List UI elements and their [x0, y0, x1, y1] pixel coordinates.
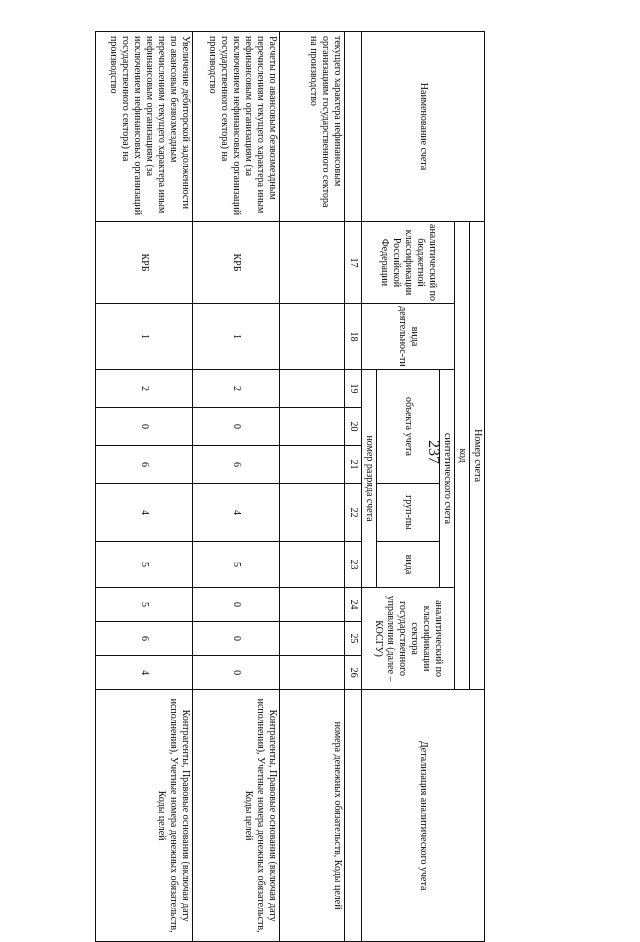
- row-account-name: Увеличение дебиторской задолженности по авансовым безвозмездным перечислениям текущего характера иным нефинансовым организациям (за исключением нефинансовых организаций государственного сектора) на производство: [96, 32, 193, 222]
- row-cell: 5: [96, 588, 193, 622]
- column-number: 25: [345, 622, 362, 656]
- row-cell: 1: [193, 304, 280, 370]
- column-number: 17: [345, 222, 362, 304]
- page-number: 237: [425, 440, 442, 464]
- header-digit-number: номер разряда счета: [362, 370, 377, 588]
- column-number: 22: [345, 484, 362, 542]
- column-number: 18: [345, 304, 362, 370]
- header-budget-classification: аналитический по бюджетной классификации Российской Федерации: [362, 222, 455, 304]
- accounts-table: [95, 31, 485, 942]
- column-number: 24: [345, 588, 362, 622]
- row-cell: 5: [193, 542, 280, 588]
- header-account-object: объекта учета: [377, 370, 440, 484]
- row-cell: 4: [96, 656, 193, 690]
- row-cell: 1: [96, 304, 193, 370]
- header-synthetic-account: синтетического счета: [440, 370, 455, 588]
- row-cell: 0: [193, 622, 280, 656]
- row-cell: 5: [96, 542, 193, 588]
- row-cell: [280, 446, 345, 484]
- row-cell: 6: [96, 622, 193, 656]
- row-cell: [280, 222, 345, 304]
- row-cell: [280, 370, 345, 408]
- header-activity-type: вида деятельнос-ти: [362, 304, 455, 370]
- header-analytics-detail: Детализация аналитического учета: [362, 690, 485, 942]
- header-kind: вида: [377, 542, 440, 588]
- row-cell: 0: [193, 656, 280, 690]
- rotated-table-wrapper: [93, 31, 485, 933]
- row-cell: [280, 542, 345, 588]
- table-row: [96, 32, 193, 942]
- header-account-name: Наименование счета: [362, 32, 485, 222]
- row-cell: 0: [193, 588, 280, 622]
- column-number: 20: [345, 408, 362, 446]
- row-cell: КРБ: [193, 222, 280, 304]
- row-cell: [280, 656, 345, 690]
- column-number: 21: [345, 446, 362, 484]
- header-kosgu: аналитический по классификации сектора государственного управления (далее – КОСГУ): [362, 588, 455, 690]
- row-cell: [280, 408, 345, 446]
- header-code: код: [455, 222, 470, 690]
- row-cell: [280, 588, 345, 622]
- row-cell: 6: [96, 446, 193, 484]
- table-row: [193, 32, 280, 942]
- header-groups: груп-пы: [377, 484, 440, 542]
- row-cell: 2: [193, 370, 280, 408]
- row-cell: [280, 304, 345, 370]
- row-cell: КРБ: [96, 222, 193, 304]
- row-analytics-detail: номера денежных обязательств, Коды целей: [280, 690, 345, 942]
- column-number: 26: [345, 656, 362, 690]
- row-cell: 6: [193, 446, 280, 484]
- row-cell: 0: [193, 408, 280, 446]
- column-number: 19: [345, 370, 362, 408]
- row-cell: [280, 622, 345, 656]
- column-number-blank: [345, 32, 362, 222]
- column-number: 23: [345, 542, 362, 588]
- column-number-blank: [345, 690, 362, 942]
- row-cell: [280, 484, 345, 542]
- row-account-name: текущего характера нефинансовым организациям государственного сектора на производство: [280, 32, 345, 222]
- row-analytics-detail: Контрагенты, Правовые основания (включая дату исполнения), Учетные номера денежных обязательств, Коды целей: [96, 690, 193, 942]
- row-analytics-detail: Контрагенты, Правовые основания (включая дату исполнения), Учетные номера денежных обязательств, Коды целей: [193, 690, 280, 942]
- row-cell: 2: [96, 370, 193, 408]
- row-cell: 4: [193, 484, 280, 542]
- header-account-number: Номер счета: [470, 222, 485, 690]
- row-account-name: Расчеты по авансовым безвозмездным перечислениям текущего характера иным нефинансовым организациям (за исключением нефинансовых организаций государственного сектора) на производство: [193, 32, 280, 222]
- row-cell: 0: [96, 408, 193, 446]
- table-row: [280, 32, 345, 942]
- row-cell: 4: [96, 484, 193, 542]
